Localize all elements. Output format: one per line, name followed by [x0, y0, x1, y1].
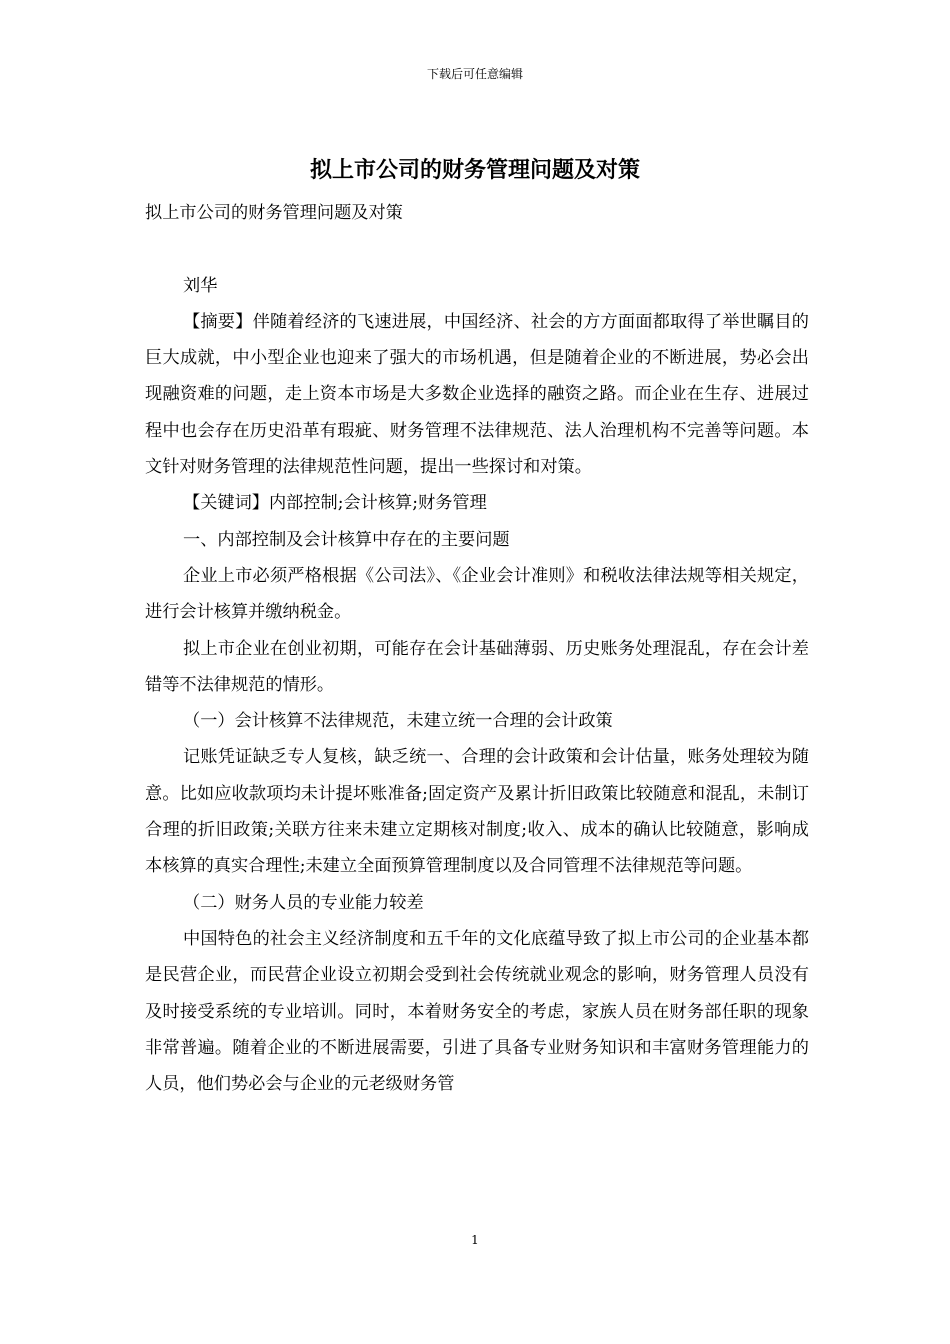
document-title: 拟上市公司的财务管理问题及对策 [309, 157, 640, 183]
document-subtitle: 拟上市公司的财务管理问题及对策 [145, 203, 403, 223]
abstract-paragraph: 【摘要】伴随着经济的飞速进展，中国经济、社会的方方面面都取得了举世瞩目的巨大成就，中小型企业也迎来了强大的市场机遇，但是随着企业的不断进展，势必会出现融资难的问题，走上资本市场是大多数企业选择的融资之路。而企业在生存、进展过程中也会存在历史沿革有瑕疵、财务管理不法律规范、法人治理机构不完善等问题。本文针对财务管理的法律规范性问题，提出一些探讨和对策。 [145, 311, 809, 478]
body-paragraph: 记账凭证缺乏专人复核，缺乏统一、合理的会计政策和会计估量，账务处理较为随意。比如应收款项均未计提坏账准备;固定资产及累计折旧政策比较随意和混乱，未制订合理的折旧政策;关联方往来未建立定期核对制度;收入、成本的确认比较随意，影响成本核算的真实合理性;未建立全面预算管理制度以及合同管理不法律规范等问题。 [145, 747, 809, 877]
document-body [145, 195, 809, 1102]
subsection-heading: （二）财务人员的专业能力较差 [183, 892, 424, 913]
subsection-heading: （一）会计核算不法律规范，未建立统一合理的会计政策 [183, 711, 613, 732]
body-paragraph: 中国特色的社会主义经济制度和五千年的文化底蕴导致了拟上市公司的企业基本都是民营企业，而民营企业设立初期会受到社会传统就业观念的影响，财务管理人员没有及时接受系统的专业培训。同时，本着财务安全的考虑，家族人员在财务部任职的现象非常普遍。随着企业的不断进展需要，引进了具备专业财务知识和丰富财务管理能力的人员，他们势必会与企业的元老级财务管 [145, 928, 809, 1095]
keywords-paragraph: 【关键词】内部控制;会计核算;财务管理 [183, 493, 487, 514]
page-header-note: 下载后可任意编辑 [426, 67, 523, 81]
blank-line [145, 231, 809, 267]
body-paragraph: 企业上市必须严格根据《公司法》、《企业会计准则》和税收法律法规等相关规定，进行会计核算并缴纳税金。 [145, 565, 809, 623]
section-heading: 一、内部控制及会计核算中存在的主要问题 [183, 529, 510, 550]
page-number: 1 [471, 1233, 479, 1247]
author-name: 刘华 [183, 275, 218, 296]
body-paragraph: 拟上市企业在创业初期，可能存在会计基础薄弱、历史账务处理混乱，存在会计差错等不法律规范的情形。 [145, 638, 809, 695]
